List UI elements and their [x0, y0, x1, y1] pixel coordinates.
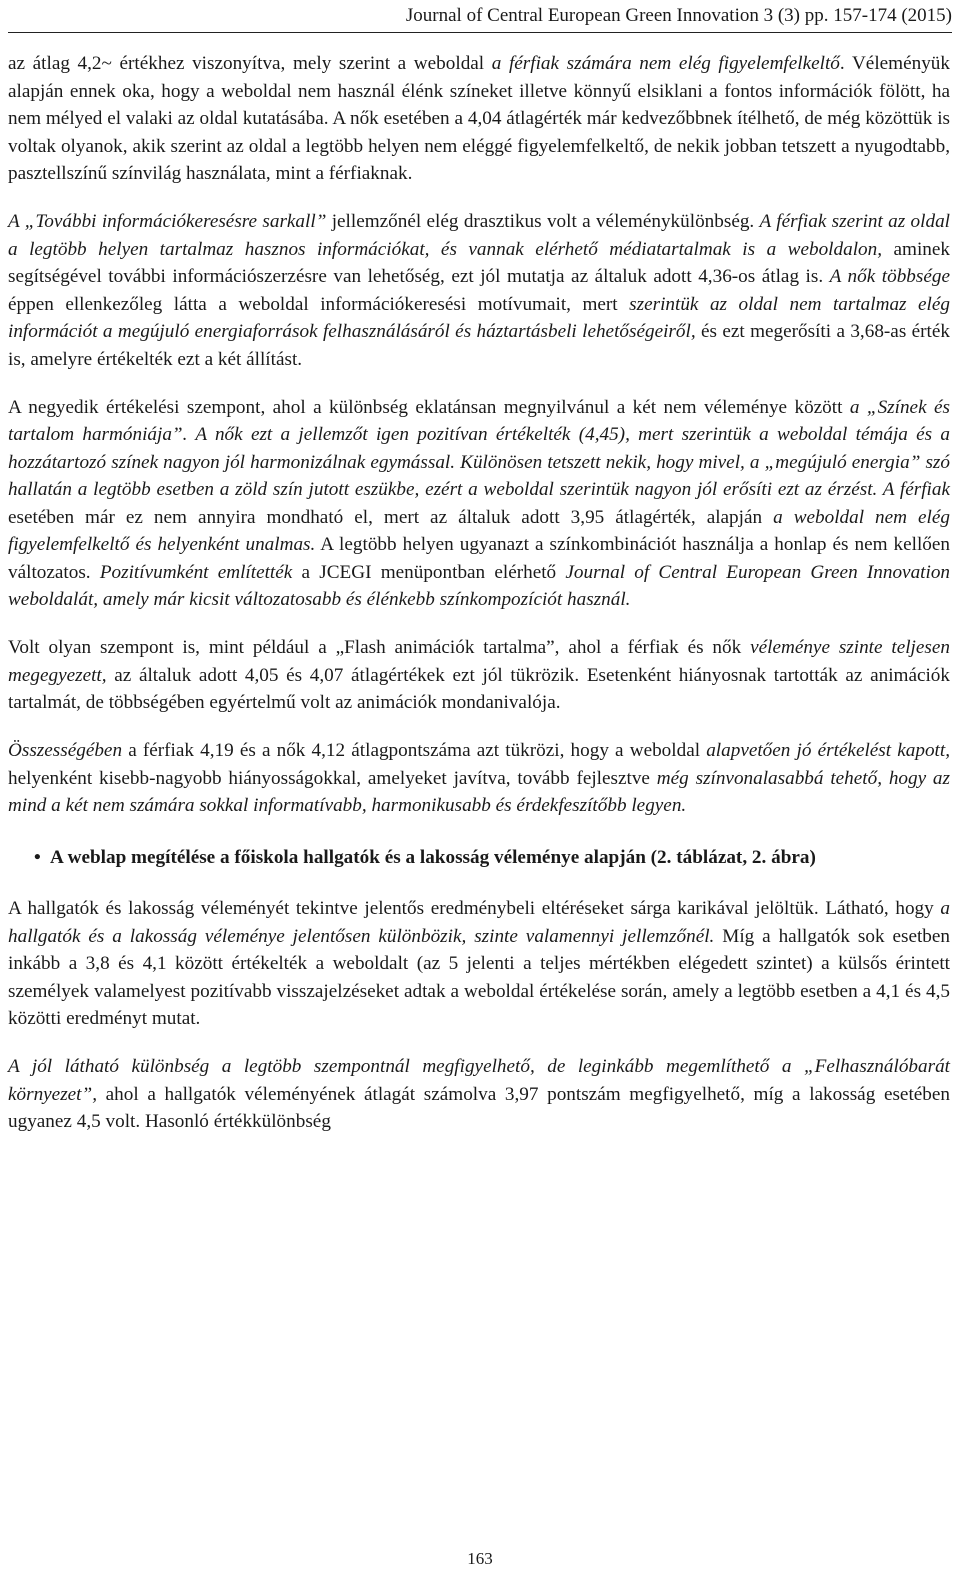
header-rule	[8, 32, 952, 33]
italic-run: még színvonalasabbá tehető, hogy az mind a két nem számára sokkal informatívabb, harmonikusabb és érdekfeszítőbb legyen.	[8, 767, 950, 816]
paragraph	[8, 50, 950, 188]
italic-run: A jól látható különbség a legtöbb szempontnál megfigyelhető, de leginkább megemlíthető a „Felhasználóbarát környezet”,	[8, 1056, 950, 1105]
italic-run: a „Színek és tartalom harmóniája”. A nők ezt a jellemzőt igen pozitívan értékelték (4,45), mert szerintük a weboldal témája és a hozzátartozó színek nagyon jól harmonizálnak egymással. Különösen tetszett nekik, hogy mivel, a „megújuló energia” szó hallatán a legtöbb esetben a zöld szín jutott eszükbe, ezért a weboldal szerintük nagyon jól erősíti ezt az érzést. A férfiak	[8, 396, 950, 500]
text-run: A negyedik értékelési szempont, ahol a különbség eklatánsan megnyilvánul a két nem véleménye között	[8, 396, 850, 418]
italic-run: Journal of Central European Green Innovation weboldalát, amely már kicsit változatosabb és élénkebb színkompozíciót használ.	[8, 561, 951, 610]
italic-run: A „További információkeresésre sarkall”	[8, 211, 327, 232]
text-run: Míg a hallgatók sok esetben inkább a 3,8 és 4,1 között értékelték a weboldalt (az 5 jelenti a teljes mértékben elégedett szintet) a külsős érintett személyek valamelyest pozitívabb visszajelzéseket adtak a weboldal értékelése során, amely a legtöbb esetben a 4,1 és 4,5 közötti eredményt mutat.	[8, 925, 950, 1029]
paragraph	[8, 1053, 950, 1136]
text-run: A legtöbb helyen ugyanazt a színkombinációt használja a honlap és nem kellően változatos.	[8, 534, 950, 583]
paragraph	[8, 208, 950, 373]
text-run: a férfiak 4,19 és a nők 4,12 átlagpontszáma azt tükrözi, hogy a weboldal	[122, 740, 707, 761]
paragraph	[8, 634, 950, 717]
page-number: 163	[467, 1549, 493, 1568]
italic-run: véleménye szinte teljesen megegyezett,	[8, 637, 950, 686]
italic-run: a férfiak számára nem elég figyelemfelkeltő	[491, 53, 840, 74]
text-run: a JCEGI menüpontban elérhető	[292, 561, 566, 583]
text-run: az általuk adott 4,05 és 4,07 átlagértékek ezt jól tükrözik. Esetenként hiányosnak tartották az animációk tartalmát, de többségében egyértelmű volt az animációk mondanivalója.	[8, 664, 950, 713]
text-run: helyenként kisebb-nagyobb hiányosságokkal, amelyeket javítva, tovább fejlesztve	[8, 767, 657, 789]
italic-run: alapvetően jó értékelést kapott,	[706, 740, 950, 761]
text-run: és ezt megerősíti a 3,68-as érték is, amelyre értékelték ezt a két állítást.	[8, 321, 951, 370]
text-run: Volt olyan szempont is, mint például a „Flash animációk tartalma”, ahol a férfiak és nők	[8, 637, 751, 658]
text-run: az átlag 4,2~ értékhez viszonyítva, mely szerint a weboldal	[8, 53, 492, 74]
text-run: éppen ellenkezőleg látta a weboldal információkeresési motívumait, mert	[8, 293, 630, 315]
italic-run: a hallgatók és a lakosság véleménye jelentősen különbözik, szinte valamennyi jellemzőnél.	[8, 898, 950, 947]
paragraph	[8, 394, 950, 614]
body-text	[8, 50, 950, 1136]
italic-run: Pozitívumként említették	[99, 561, 293, 583]
paragraph	[8, 895, 950, 1033]
bullet-icon: •	[34, 846, 41, 868]
text-run: . Véleményük alapján ennek oka, hogy a weboldal nem használ élénk színeket illetve könnyű elsiklani a fontos információk fölött, ha nem mélyed el valaki az oldal kutatásába. A nők esetében a 4,04 átlagérték már kedvezőbbnek ítélhető, de még közöttük is voltak olyanok, akik szerint az oldal a legtöbb helyen nem eléggé figyelemfelkeltő, de nekik jobban tetszett a nyugodtabb, pasztellszínű színvilág használata, mint a férfiaknak.	[8, 53, 950, 184]
text-run: aminek segítségével további információszerzésre van lehetőség, ezt jól mutatja az általuk adott 4,36-os átlag is.	[8, 238, 950, 287]
text-run: esetében már ez nem annyira mondható el, mert az általuk adott 3,95 átlagérték, alapján	[8, 506, 774, 528]
italic-run: a weboldal nem elég figyelemfelkeltő és helyenként unalmas.	[8, 506, 950, 555]
running-head: Journal of Central European Green Innovation 3 (3) pp. 157-174 (2015)	[405, 5, 952, 26]
italic-run: szerintük az oldal nem tartalmaz elég információt a megújuló energiaforrások felhasználásáról és háztartásbeli lehetőségeiről,	[8, 293, 950, 342]
text-run: jellemzőnél elég drasztikus volt a véleménykülönbség.	[326, 211, 760, 232]
italic-run: A férfiak szerint az oldal a legtöbb helyen tartalmaz hasznos információkat, és vannak elérhető médiatartalmak is a weboldalon,	[8, 211, 950, 260]
section-bullet-heading	[8, 844, 950, 872]
italic-run: Összességében	[8, 740, 123, 761]
text-run: A hallgatók és lakosság véleményét tekintve jelentős eredménybeli eltéréseket sárga karikával jelöltük. Látható, hogy	[8, 898, 941, 919]
paragraph	[8, 737, 950, 820]
text-run: ahol a hallgatók véleményének átlagát számolva 3,97 pontszám megfigyelhető, míg a lakosság esetében ugyanez 4,5 volt. Hasonló értékkülönbség	[8, 1083, 950, 1132]
bullet-heading-text: A weblap megítélése a főiskola hallgatók és a lakosság véleménye alapján (2. táblázat, 2. ábra)	[50, 846, 816, 868]
italic-run: A nők többsége	[829, 266, 950, 287]
